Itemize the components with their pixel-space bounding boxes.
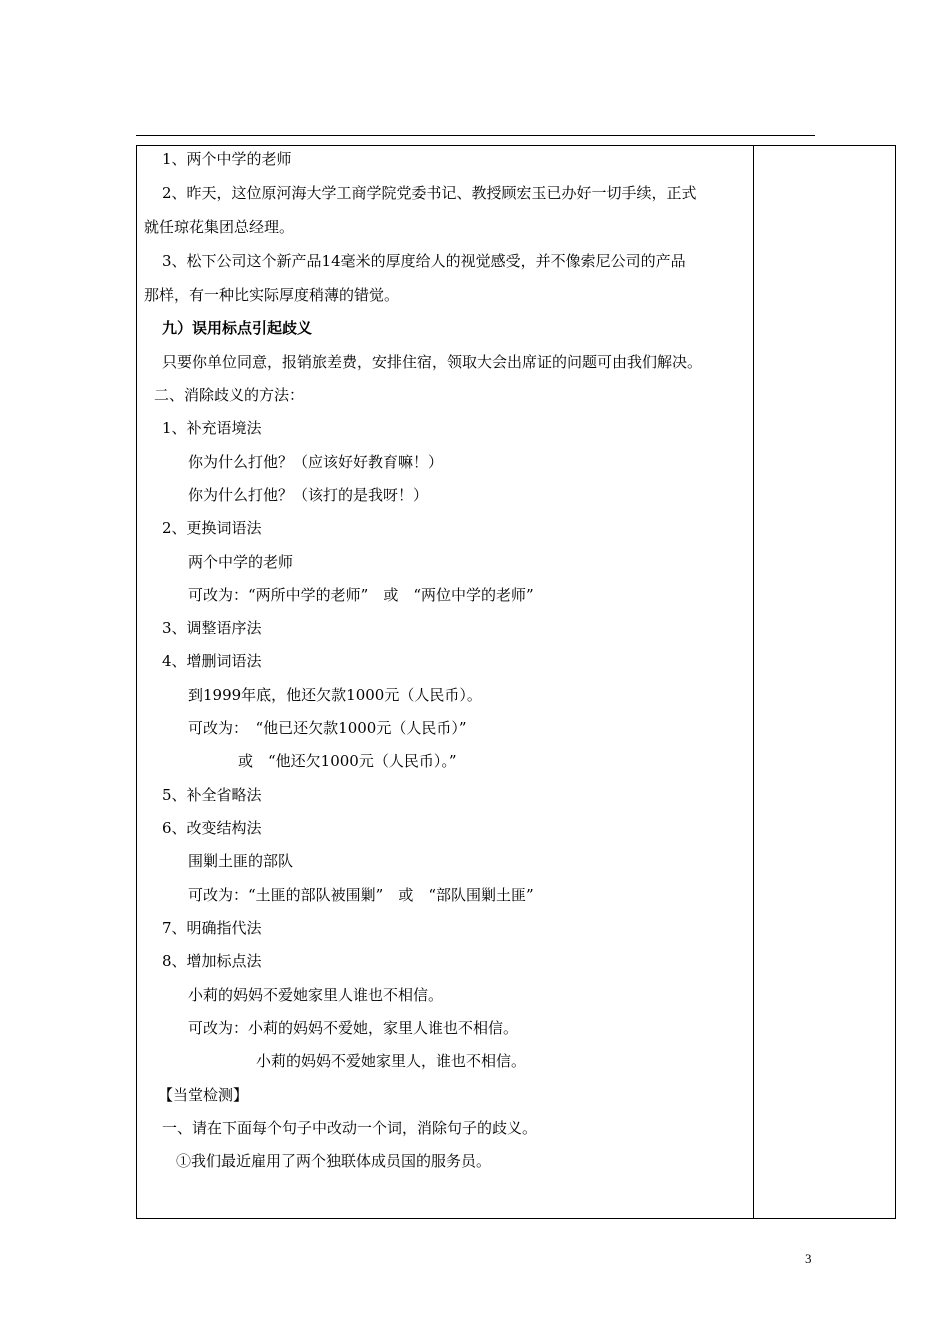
example-line: 可改为：“两所中学的老师” 或 “两位中学的老师” [188,586,534,604]
section-heading: 九）误用标点引起歧义 [162,319,313,337]
text-line: 就任琼花集团总经理。 [144,218,295,236]
example-line: 或 “他还欠1000元（人民币）。” [238,752,457,770]
header-rule [136,135,815,136]
method-heading: 5、补全省略法 [162,786,262,804]
table-column-divider [753,146,754,1218]
method-heading: 2、更换词语法 [162,519,262,537]
exercise-instruction: 一、请在下面每个句子中改动一个词，消除句子的歧义。 [162,1119,538,1137]
text-line: 3、松下公司这个新产品14毫米的厚度给人的视觉感受，并不像索尼公司的产品 [162,252,686,270]
method-heading: 4、增删词语法 [162,652,262,670]
text-line: 那样，有一种比实际厚度稍薄的错觉。 [144,286,400,304]
method-heading: 1、补充语境法 [162,419,262,437]
example-line: 你为什么打他？（应该好好教育嘛！） [188,453,444,471]
exercise-item: ①我们最近雇用了两个独联体成员国的服务员。 [176,1152,492,1170]
method-heading: 6、改变结构法 [162,819,262,837]
method-heading: 8、增加标点法 [162,952,262,970]
page-number: 3 [805,1251,812,1266]
method-heading: 7、明确指代法 [162,919,262,937]
text-line: 2、昨天，这位原河海大学工商学院党委书记、教授顾宏玉已办好一切手续，正式 [162,184,697,202]
example-line: 两个中学的老师 [188,553,294,571]
text-line: 只要你单位同意，报销旅差费，安排住宿，领取大会出席证的问题可由我们解决。 [162,353,703,371]
example-line: 你为什么打他？（该打的是我呀！） [188,486,429,504]
method-heading: 3、调整语序法 [162,619,262,637]
lesson-table [136,145,896,1219]
example-line: 到1999年底，他还欠款1000元（人民币）。 [188,686,482,704]
example-line: 小莉的妈妈不爱她家里人，谁也不相信。 [256,1052,527,1070]
text-line: 1、两个中学的老师 [162,150,292,168]
example-line: 小莉的妈妈不爱她家里人谁也不相信。 [188,986,444,1004]
example-line: 可改为： “他已还欠款1000元（人民币）” [188,719,467,737]
section-heading: 【当堂检测】 [158,1086,249,1104]
section-heading: 二、消除歧义的方法： [154,386,305,404]
example-line: 可改为：小莉的妈妈不爱她，家里人谁也不相信。 [188,1019,519,1037]
example-line: 围剿土匪的部队 [188,852,294,870]
example-line: 可改为：“土匪的部队被围剿” 或 “部队围剿土匪” [188,886,534,904]
